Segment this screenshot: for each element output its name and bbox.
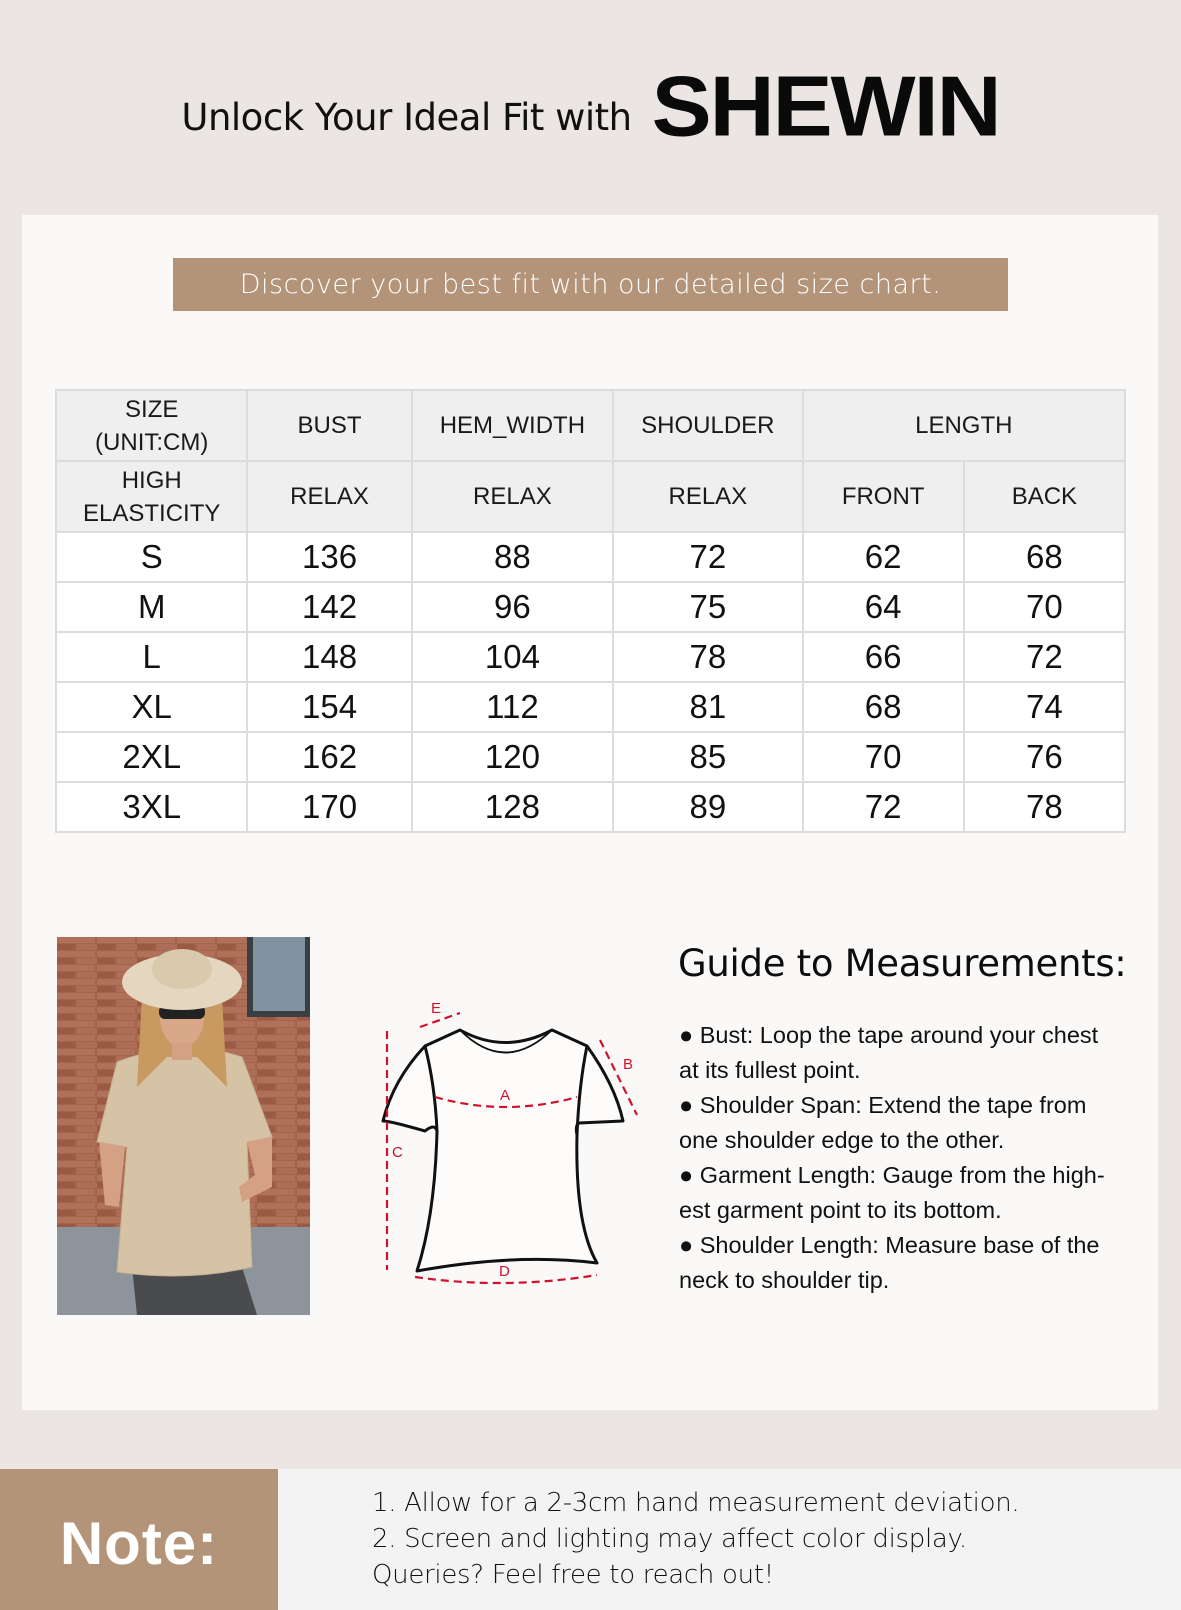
note-label: Note: [59, 1510, 219, 1577]
cell-size: M [56, 582, 247, 632]
cell-length-back: 76 [964, 732, 1125, 782]
banner-text: Discover your best fit with our detailed size chart. [239, 269, 942, 300]
label-a: A [500, 1087, 511, 1104]
header-length: LENGTH [803, 390, 1125, 461]
cell-size: 3XL [56, 782, 247, 832]
cell-size: XL [56, 682, 247, 732]
label-b: B [623, 1056, 634, 1073]
cell-hem-width: 88 [412, 532, 614, 582]
cell-length-front: 62 [803, 532, 964, 582]
subheader-length-front: FRONT [803, 461, 964, 532]
cell-hem-width: 96 [412, 582, 614, 632]
model-wearing-top-image [57, 937, 310, 1315]
note-line-3: Queries? Feel free to reach out! [372, 1560, 774, 1590]
subheader-length-back: BACK [964, 461, 1125, 532]
cell-bust: 142 [247, 582, 411, 632]
guide-item-garment-length: ● Garment Length: Gauge from the high- est garment point to its bottom. [679, 1162, 1105, 1223]
header-bust: BUST [247, 390, 411, 461]
header [0, 0, 1181, 215]
product-photo [57, 937, 310, 1315]
cell-hem-width: 104 [412, 632, 614, 682]
cell-bust: 136 [247, 532, 411, 582]
cell-size: 2XL [56, 732, 247, 782]
table-header-row [56, 390, 1125, 461]
guide-item-shoulder-length: ● Shoulder Length: Measure base of the neck to shoulder tip. [679, 1232, 1100, 1293]
size-chart-banner [173, 258, 1008, 311]
shirt-outline-icon [383, 1030, 623, 1271]
cell-hem-width: 112 [412, 682, 614, 732]
header-hem-width: HEM_WIDTH [412, 390, 614, 461]
header-shoulder: SHOULDER [613, 390, 802, 461]
measurement-diagram [365, 985, 645, 1285]
cell-shoulder: 89 [613, 782, 802, 832]
guide-item-shoulder-span: ● Shoulder Span: Extend the tape from one shoulder edge to the other. [679, 1092, 1087, 1153]
cell-length-front: 66 [803, 632, 964, 682]
cell-bust: 154 [247, 682, 411, 732]
note-label-box [0, 1469, 278, 1610]
cell-shoulder: 78 [613, 632, 802, 682]
subheader-shoulder-relax: RELAX [613, 461, 802, 532]
elasticity-header [56, 461, 247, 532]
cell-length-back: 68 [964, 532, 1125, 582]
subheader-hem-relax: RELAX [412, 461, 614, 532]
cell-hem-width: 128 [412, 782, 614, 832]
cell-length-front: 64 [803, 582, 964, 632]
size-chart-table [55, 389, 1126, 833]
note-line-1: 1. Allow for a 2-3cm hand measurement deviation. [372, 1488, 1020, 1518]
cell-length-back: 70 [964, 582, 1125, 632]
table-row [56, 582, 1125, 632]
guide-title: Guide to Measurements: [678, 942, 1127, 985]
label-d: D [499, 1263, 510, 1280]
guide-list [679, 1018, 1139, 1298]
cell-length-back: 72 [964, 632, 1125, 682]
subheader-bust-relax: RELAX [247, 461, 411, 532]
cell-bust: 148 [247, 632, 411, 682]
cell-shoulder: 72 [613, 532, 802, 582]
cell-length-front: 72 [803, 782, 964, 832]
elasticity-label-2: ELASTICITY [83, 499, 221, 527]
cell-shoulder: 75 [613, 582, 802, 632]
size-unit-header [56, 390, 247, 461]
table-row [56, 632, 1125, 682]
cell-bust: 162 [247, 732, 411, 782]
elasticity-label-1: HIGH [121, 466, 182, 494]
cell-hem-width: 120 [412, 732, 614, 782]
table-row [56, 732, 1125, 782]
label-e: E [431, 1000, 442, 1017]
cell-shoulder: 81 [613, 682, 802, 732]
guide-item-bust: ● Bust: Loop the tape around your chest at its fullest point. [679, 1022, 1099, 1083]
table-row [56, 682, 1125, 732]
table-row [56, 782, 1125, 832]
brand-logo: SHEWIN [651, 59, 1000, 155]
cell-size: S [56, 532, 247, 582]
table-subheader-row [56, 461, 1125, 532]
cell-bust: 170 [247, 782, 411, 832]
cell-length-front: 70 [803, 732, 964, 782]
cell-length-front: 68 [803, 682, 964, 732]
size-header-label: SIZE [125, 395, 179, 423]
cell-size: L [56, 632, 247, 682]
header-tagline: Unlock Your Ideal Fit with [181, 96, 632, 139]
table-row [56, 532, 1125, 582]
cell-length-back: 78 [964, 782, 1125, 832]
note-text-box [278, 1469, 1181, 1610]
unit-header-label: (UNIT:CM) [95, 428, 209, 456]
cell-shoulder: 85 [613, 732, 802, 782]
note-line-2: 2. Screen and lighting may affect color display. [372, 1524, 967, 1554]
label-c: C [392, 1144, 403, 1161]
cell-length-back: 74 [964, 682, 1125, 732]
